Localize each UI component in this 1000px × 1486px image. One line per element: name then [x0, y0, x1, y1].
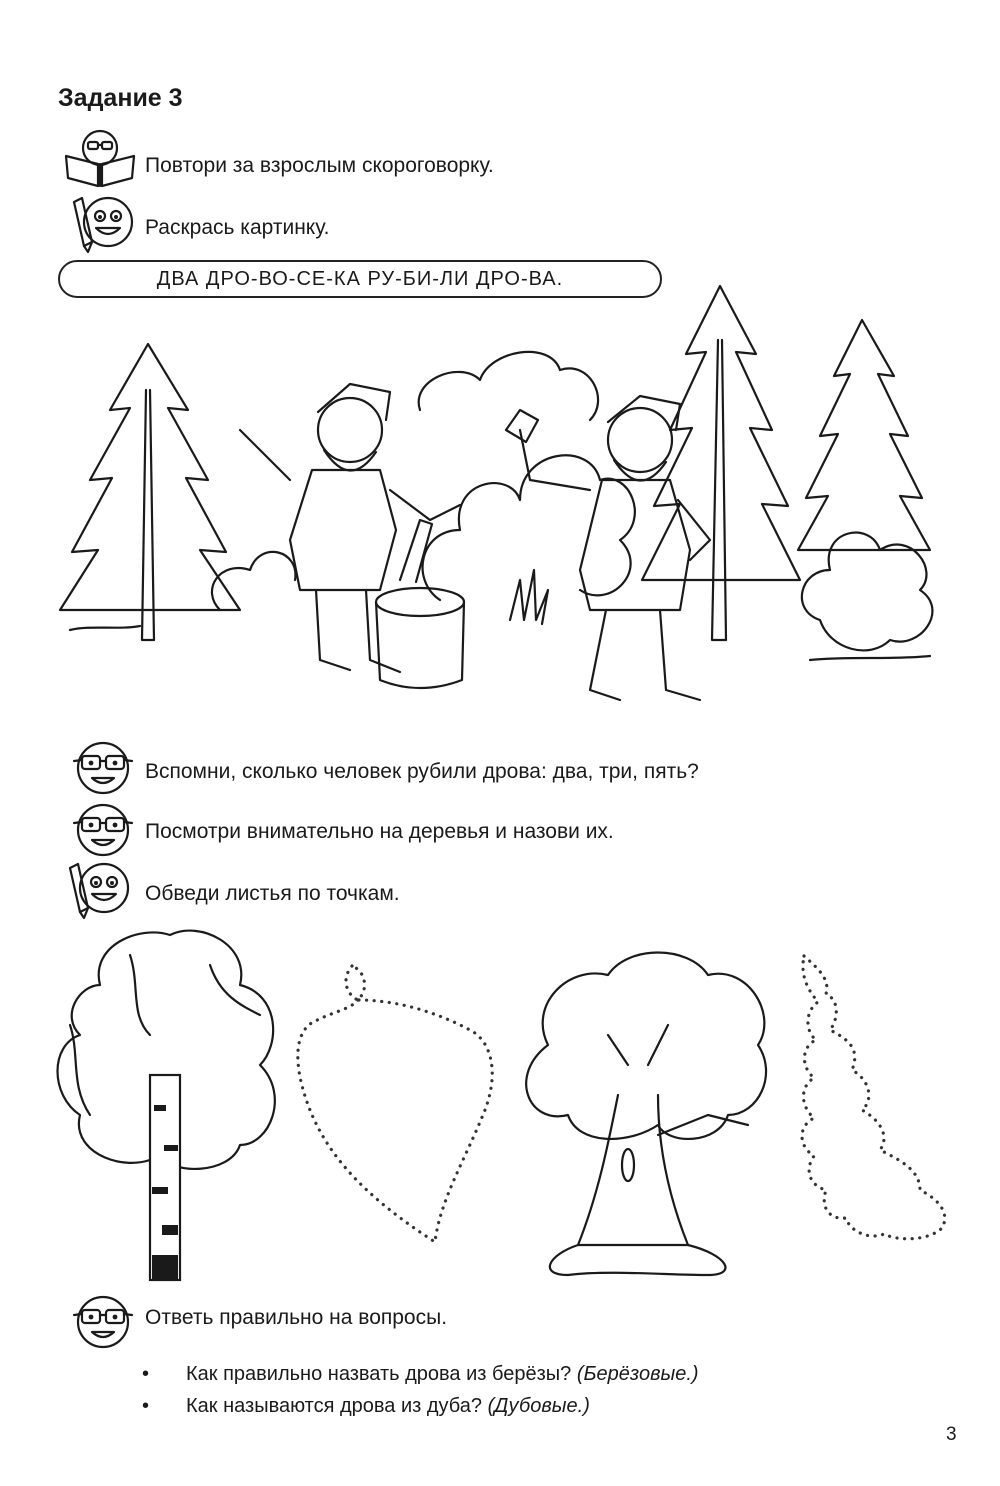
bush-left: [212, 552, 295, 610]
answer-text: (Дубовые.): [487, 1395, 590, 1417]
instruction-color: Раскрась картинку.: [145, 216, 330, 239]
instruction-repeat: Повтори за взрослым скороговорку.: [145, 154, 494, 177]
pencil-face-icon: [62, 858, 134, 918]
instruction-remember: Вспомни, сколько человек рубили дрова: два, три, пять?: [145, 760, 699, 783]
instruction-look: Посмотри внимательно на деревья и назови их.: [145, 820, 614, 843]
instruction-trace: Обведи листья по точкам.: [145, 882, 400, 905]
page-number: 3: [946, 1424, 957, 1445]
glasses-face-icon: [72, 1294, 134, 1350]
ground-line-left: [70, 626, 140, 630]
dotted-birch-leaf: [290, 960, 500, 1250]
grass-tuft: [510, 570, 548, 624]
woodcutters-illustration: [50, 280, 950, 730]
instruction-answer: Ответь правильно на вопросы.: [145, 1306, 448, 1329]
question-text: Как называются дрова из дуба?: [186, 1395, 483, 1417]
pencil-face-icon: [66, 192, 138, 252]
bullet: •: [142, 1363, 150, 1385]
bullet: •: [142, 1395, 150, 1417]
reading-face-icon: [60, 126, 140, 190]
glasses-face-icon: [72, 802, 134, 858]
tree-stump: [376, 520, 464, 688]
ground-line-right: [810, 656, 930, 660]
glasses-face-icon: [72, 740, 134, 796]
tongue-twister-text: ДВА ДРО-ВО-СЕ-КА РУ-БИ-ЛИ ДРО-ВА.: [156, 268, 564, 290]
questions-list: [140, 1358, 699, 1422]
spruce-tree-right-small: [798, 320, 930, 550]
task-title: Задание 3: [58, 84, 183, 112]
birch-tree-illustration: [50, 925, 290, 1285]
dotted-oak-leaf: [790, 950, 970, 1250]
oak-tree-illustration: [508, 945, 778, 1285]
list-item: [140, 1390, 699, 1422]
list-item: [140, 1358, 699, 1390]
question-text: Как правильно назвать дрова из берёзы?: [186, 1363, 572, 1385]
bush-back: [419, 352, 598, 420]
answer-text: (Берёзовые.): [576, 1363, 699, 1385]
woodcutter-left: [240, 384, 460, 672]
woodcutter-right: [506, 396, 710, 700]
